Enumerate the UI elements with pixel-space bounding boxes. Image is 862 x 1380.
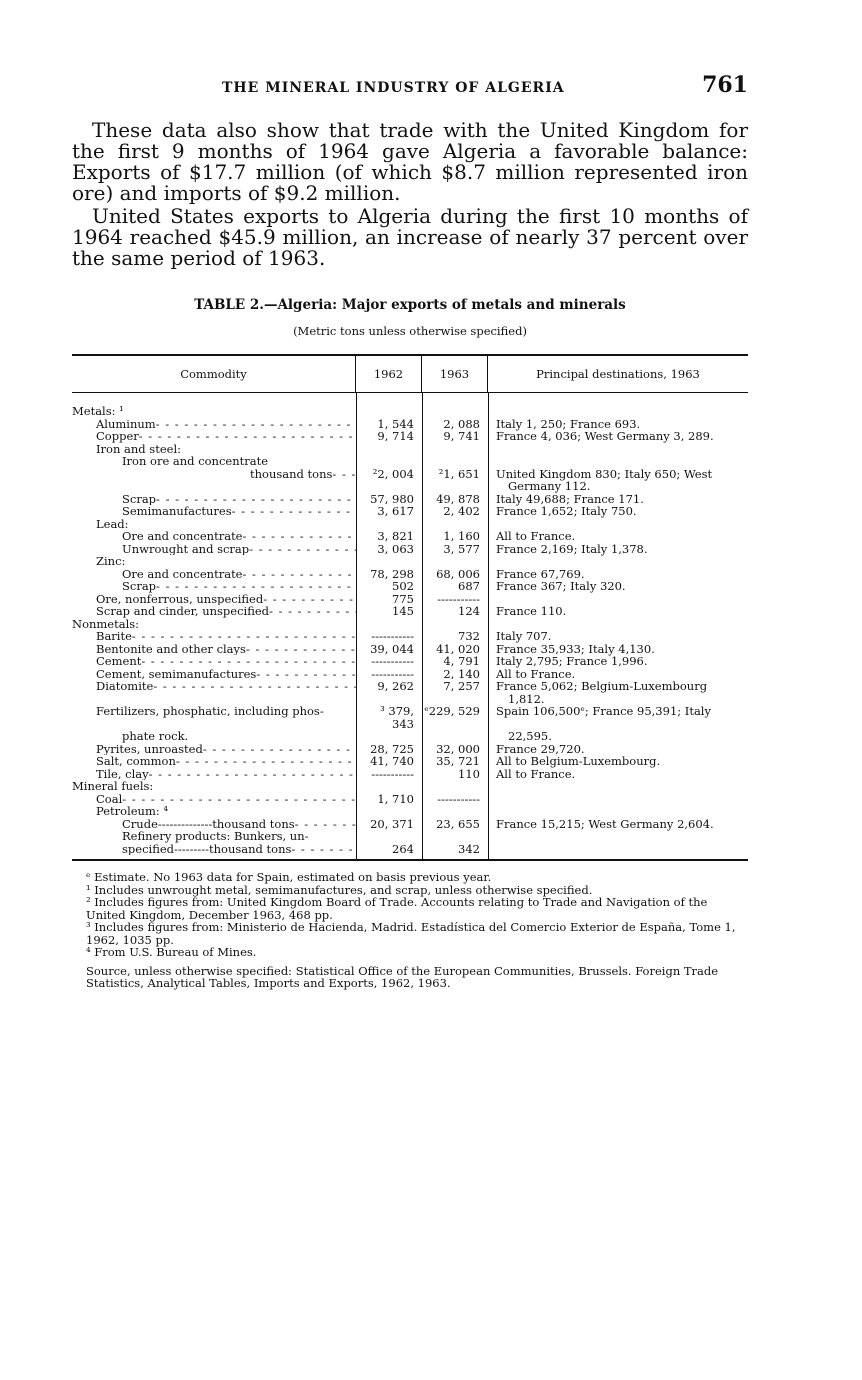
cell-commodity xyxy=(72,493,356,506)
table-row xyxy=(72,705,748,730)
cell-1962: 3, 063 xyxy=(377,541,414,556)
dot-leader xyxy=(256,668,356,681)
page-number: 761 xyxy=(702,72,748,98)
cell-1963: 3, 577 xyxy=(443,541,480,556)
cell-1963: 49, 878 xyxy=(436,491,480,506)
table-row xyxy=(72,430,748,443)
cell-1963: 4, 791 xyxy=(443,654,480,668)
cell-1962 xyxy=(356,730,422,743)
commodity-label: Cement xyxy=(96,655,142,668)
dot-leader xyxy=(149,768,356,781)
header-1963: 1963 xyxy=(422,356,488,392)
cell-destinations: Germany 112. xyxy=(508,479,591,493)
table-row xyxy=(72,480,748,493)
dot-leader xyxy=(132,630,356,643)
table-row xyxy=(72,730,748,743)
cell-destinations: Italy 2,795; France 1,996. xyxy=(496,654,648,668)
dot-leader xyxy=(232,505,356,518)
table-body xyxy=(72,393,748,859)
cell-destinations: France 1,652; Italy 750. xyxy=(496,504,637,518)
cell-commodity xyxy=(72,543,356,556)
commodity-label: Barite xyxy=(96,630,132,643)
paragraph-us-exports: United States exports to Algeria during the first 10 months of 1964 reached $45.9 million, an increase of nearly 37 percent over the same period of 1963. xyxy=(72,204,748,270)
dot-leader xyxy=(263,593,356,606)
table-caption: TABLE 2.—Algeria: Major exports of metals and minerals xyxy=(194,297,626,313)
cell-destinations: Italy 707. xyxy=(496,629,552,643)
cell-destinations xyxy=(488,793,748,806)
cell-1962: 41, 740 xyxy=(370,754,414,768)
dot-leader xyxy=(295,818,356,831)
cell-1962: 28, 725 xyxy=(370,741,414,756)
cell-commodity xyxy=(72,430,356,443)
commodity-label: Ore and concentrate xyxy=(122,567,243,580)
column-rule xyxy=(422,393,423,859)
commodity-label: Cement, semimanufactures xyxy=(96,667,257,680)
dot-leader xyxy=(243,568,357,581)
table-row xyxy=(72,843,748,856)
cell-destinations xyxy=(488,805,748,818)
table-row xyxy=(72,555,748,568)
running-header xyxy=(72,72,748,106)
cell-destinations xyxy=(488,843,748,856)
cell-1963: 110 xyxy=(458,766,480,781)
cell-commodity: Mineral fuels: xyxy=(72,780,154,793)
cell-1962: 57, 980 xyxy=(370,491,414,506)
cell-destinations xyxy=(488,780,748,793)
cell-destinations: France 67,769. xyxy=(496,566,585,581)
commodity-label: Coal xyxy=(96,792,123,805)
table-row xyxy=(72,768,748,781)
cell-1962: ----------- xyxy=(371,654,414,668)
dot-leader xyxy=(156,418,356,431)
dot-leader xyxy=(249,543,356,556)
cell-1963: 32, 000 xyxy=(436,741,480,756)
cell-commodity xyxy=(72,793,356,806)
dot-leader xyxy=(153,680,356,693)
cell-destinations: Italy 1, 250; France 693. xyxy=(496,416,641,431)
footnote: ⁴ From U.S. Bureau of Mines. xyxy=(86,945,257,959)
cell-destinations: France 5,062; Belgium-Luxembourg xyxy=(496,679,708,693)
cell-1962: 9, 262 xyxy=(377,679,414,693)
cell-commodity xyxy=(72,480,356,493)
header-1962: 1962 xyxy=(356,356,422,392)
cell-1962: 78, 298 xyxy=(370,566,414,581)
paragraph-uk-trade: These data also show that trade with the United Kingdom for the first 9 months of 1964 gave Algeria a favorable balance: Exports of $17.7 million (of which $8.7 million represented iron ore) and imports of $9.2 million. xyxy=(72,118,748,205)
cell-commodity xyxy=(72,568,356,581)
cell-destinations: France 35,933; Italy 4,130. xyxy=(496,641,655,656)
table-subcaption: (Metric tons unless otherwise specified) xyxy=(293,324,527,338)
cell-1963: 2, 088 xyxy=(443,416,480,431)
cell-destinations xyxy=(488,830,748,843)
cell-destinations: France 29,720. xyxy=(496,741,585,756)
cell-destinations xyxy=(488,443,748,456)
table-row xyxy=(72,755,748,768)
cell-commodity xyxy=(72,530,356,543)
table-row xyxy=(72,780,748,793)
cell-destinations: Spain 106,500ᵉ; France 95,391; Italy xyxy=(496,704,711,718)
commodity-label: specified---------thousand tons xyxy=(122,842,292,855)
cell-1962: 9, 714 xyxy=(377,429,414,443)
cell-commodity xyxy=(72,755,356,768)
dot-leader xyxy=(156,580,356,593)
dot-leader xyxy=(243,530,357,543)
cell-1963: 1, 160 xyxy=(443,529,480,543)
cell-1963 xyxy=(422,830,488,843)
dot-leader xyxy=(332,468,356,481)
cell-1962 xyxy=(356,405,422,418)
cell-1962 xyxy=(356,780,422,793)
cell-commodity xyxy=(72,630,356,643)
cell-commodity xyxy=(72,580,356,593)
cell-1962 xyxy=(356,443,422,456)
cell-1962 xyxy=(356,555,422,568)
commodity-label: Aluminum xyxy=(96,417,156,430)
table-row xyxy=(72,830,748,843)
cell-commodity: Refinery products: Bunkers, un- xyxy=(122,830,309,843)
commodity-label: Scrap xyxy=(122,492,157,505)
cell-destinations: France 15,215; West Germany 2,604. xyxy=(496,816,714,831)
page xyxy=(72,72,748,990)
cell-commodity xyxy=(72,668,356,681)
cell-1963: 35, 721 xyxy=(436,754,480,768)
table-row xyxy=(72,605,748,618)
cell-commodity xyxy=(72,593,356,606)
cell-commodity xyxy=(72,680,356,693)
cell-1962: 3, 617 xyxy=(377,504,414,518)
commodity-label: Ore, nonferrous, unspecified xyxy=(96,592,264,605)
dot-leader xyxy=(269,605,356,618)
cell-1963: ----------- xyxy=(437,791,480,806)
cell-commodity xyxy=(72,768,356,781)
cell-1962 xyxy=(356,805,422,818)
table-row xyxy=(72,805,748,818)
cell-1962: ²2, 004 xyxy=(372,466,414,481)
dot-leader xyxy=(246,643,356,656)
cell-commodity xyxy=(72,605,356,618)
header-commodity: Commodity xyxy=(72,356,356,392)
cell-1962: 145 xyxy=(392,604,414,618)
cell-1962: 502 xyxy=(392,579,414,593)
cell-destinations: France 4, 036; West Germany 3, 289. xyxy=(496,429,714,443)
footnote: ᵉ Estimate. No 1963 data for Spain, estimated on basis previous year. xyxy=(86,870,492,884)
table-row xyxy=(72,630,748,643)
cell-1962: 39, 044 xyxy=(370,641,414,656)
cell-destinations xyxy=(488,555,748,568)
commodity-label: thousand tons xyxy=(250,467,333,480)
cell-commodity: Iron ore and concentrate xyxy=(122,455,269,468)
cell-destinations: All to France. xyxy=(496,666,576,681)
table-source: Source, unless otherwise specified: Statistical Office of the European Communities, Brussels. Foreign Trade Statistics, Analytical Tables, Imports and Exports, 1962, 1963. xyxy=(86,963,719,990)
cell-commodity xyxy=(72,655,356,668)
cell-destinations: 22,595. xyxy=(508,729,552,743)
cell-commodity: Zinc: xyxy=(96,555,126,568)
column-rule xyxy=(356,393,357,859)
cell-destinations: France 110. xyxy=(496,604,567,618)
dot-leader xyxy=(176,755,356,768)
dot-leader xyxy=(139,430,356,443)
commodity-label: Bentonite and other clays xyxy=(96,642,246,655)
cell-commodity: Nonmetals: xyxy=(72,617,140,630)
cell-commodity xyxy=(72,505,356,518)
column-rule xyxy=(488,393,489,859)
cell-1963 xyxy=(422,443,488,456)
dot-leader xyxy=(122,793,356,806)
cell-1963: ²1, 651 xyxy=(438,466,480,481)
cell-commodity xyxy=(72,818,356,831)
commodity-label: Salt, common xyxy=(96,755,176,768)
cell-1962 xyxy=(356,480,422,493)
dot-leader xyxy=(141,655,356,668)
cell-1963 xyxy=(422,805,488,818)
cell-1963: 732 xyxy=(458,629,480,643)
cell-1962: 775 xyxy=(392,591,414,606)
cell-1963: 2, 140 xyxy=(443,666,480,681)
cell-1963: 7, 257 xyxy=(443,679,480,693)
cell-1963: ----------- xyxy=(437,591,480,606)
footnote: ³ Includes figures from: Ministerio de Hacienda, Madrid. Estadística del Comercio Exterior de España, Tome 1, 1962, 1035 pp. xyxy=(86,920,736,947)
cell-1963: 41, 020 xyxy=(436,641,480,656)
table-row xyxy=(72,543,748,556)
cell-commodity: Iron and steel: xyxy=(96,442,181,455)
cell-destinations: Italy 49,688; France 171. xyxy=(496,491,644,506)
cell-destinations: United Kingdom 830; Italy 650; West xyxy=(496,466,713,481)
cell-1962 xyxy=(356,455,422,468)
cell-1963 xyxy=(422,730,488,743)
commodity-label: Copper xyxy=(96,430,139,443)
cell-1963: 68, 006 xyxy=(436,566,480,581)
cell-commodity: Fertilizers, phosphatic, including phos- xyxy=(96,705,324,718)
running-title: THE MINERAL INDUSTRY OF ALGERIA xyxy=(222,80,565,96)
table-row xyxy=(72,405,748,418)
table-row xyxy=(72,580,748,593)
cell-1963: 23, 655 xyxy=(436,816,480,831)
dot-leader xyxy=(156,493,356,506)
cell-1963: 2, 402 xyxy=(443,504,480,518)
commodity-label: Ore and concentrate xyxy=(122,530,243,543)
cell-1962: 1, 710 xyxy=(377,791,414,806)
cell-1962: 3, 821 xyxy=(377,529,414,543)
commodity-label: Diatomite xyxy=(96,680,154,693)
cell-destinations xyxy=(488,455,748,468)
footnote: ² Includes figures from: United Kingdom Board of Trade. Accounts relating to Trade and Navigation of the United Kingdom, December 1963, 468 pp. xyxy=(86,895,708,922)
cell-commodity xyxy=(72,743,356,756)
cell-destinations: France 2,169; Italy 1,378. xyxy=(496,541,648,556)
cell-commodity xyxy=(72,693,356,706)
cell-destinations: All to Belgium-Luxembourg. xyxy=(496,754,661,768)
cell-commodity: Metals: ¹ xyxy=(72,405,124,418)
dot-leader xyxy=(203,743,356,756)
cell-1963: 687 xyxy=(458,579,480,593)
table-row xyxy=(72,530,748,543)
cell-1963 xyxy=(422,555,488,568)
cell-destinations: 1,812. xyxy=(508,691,545,706)
table-footnotes xyxy=(72,871,748,990)
table-row xyxy=(72,468,748,481)
commodity-label: Scrap xyxy=(122,580,157,593)
cell-1963 xyxy=(422,405,488,418)
commodity-label: Scrap and cinder, unspecified xyxy=(96,605,270,618)
cell-destinations xyxy=(488,405,748,418)
cell-1963 xyxy=(422,480,488,493)
table-row xyxy=(72,793,748,806)
header-destinations: Principal destinations, 1963 xyxy=(536,367,700,381)
cell-1963: ᵉ229, 529 xyxy=(424,704,480,718)
cell-1963 xyxy=(422,455,488,468)
cell-1962: ----------- xyxy=(371,666,414,681)
table-row xyxy=(72,443,748,456)
commodity-label: Pyrites, unroasted xyxy=(96,742,203,755)
table-row xyxy=(72,818,748,831)
cell-1962: 20, 371 xyxy=(370,816,414,831)
cell-1963 xyxy=(422,780,488,793)
cell-commodity xyxy=(72,643,356,656)
exports-table xyxy=(72,354,748,861)
cell-destinations: France 367; Italy 320. xyxy=(496,579,626,593)
dot-leader xyxy=(291,843,356,856)
cell-commodity xyxy=(72,468,356,481)
cell-1963: 342 xyxy=(458,841,480,856)
cell-1962 xyxy=(356,830,422,843)
cell-commodity: Lead: xyxy=(96,517,129,530)
cell-commodity: phate rock. xyxy=(122,730,189,743)
commodity-label: Unwrought and scrap xyxy=(122,542,250,555)
cell-1962: 264 xyxy=(392,841,414,856)
table-row xyxy=(72,680,748,693)
table-row xyxy=(72,505,748,518)
cell-destinations: All to France. xyxy=(496,766,576,781)
table-header-row xyxy=(72,356,748,393)
commodity-label: Tile, clay xyxy=(96,767,149,780)
cell-1962: ----------- xyxy=(371,766,414,781)
cell-commodity xyxy=(72,843,356,856)
footnote: ¹ Includes unwrought metal, semimanufactures, and scrap, unless otherwise specified. xyxy=(86,882,593,897)
cell-1962: 1, 544 xyxy=(377,416,414,431)
commodity-label: Crude--------------thousand tons xyxy=(122,817,295,830)
cell-1962: ³ 379, 343 xyxy=(380,704,414,731)
commodity-label: Semimanufactures xyxy=(122,505,232,518)
cell-1962: ----------- xyxy=(371,629,414,643)
cell-1963: 9, 741 xyxy=(443,429,480,443)
cell-commodity xyxy=(72,418,356,431)
table-row xyxy=(72,655,748,668)
cell-1963: 124 xyxy=(458,604,480,618)
cell-commodity: Petroleum: ⁴ xyxy=(96,805,169,818)
cell-destinations: All to France. xyxy=(496,529,576,543)
table-row xyxy=(72,455,748,468)
